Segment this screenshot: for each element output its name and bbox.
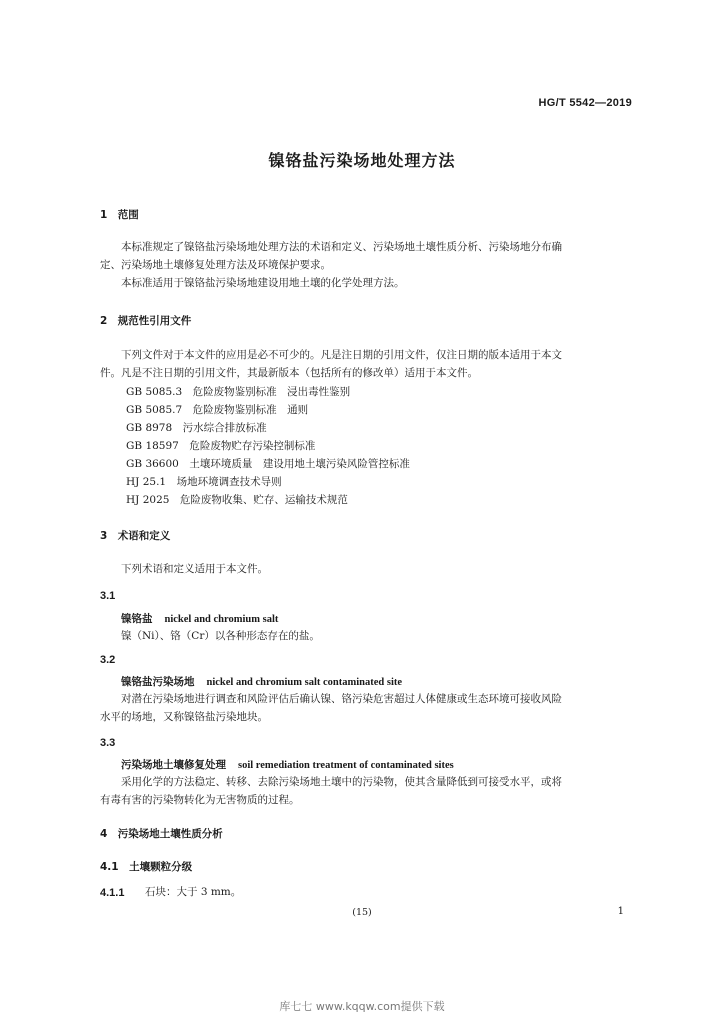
section-2-intro-line2: 件。凡是不注日期的引用文件，其最新版本（包括所有的修改单）适用于本文件。 <box>100 367 478 379</box>
section-1-heading: 1 范围 <box>100 209 139 221</box>
reference-item: GB 5085.7 危险废物鉴别标准 通则 <box>126 404 309 416</box>
standard-code: HG/T 5542—2019 <box>538 97 632 109</box>
term-definition-line1: 对潜在污染场地进行调查和风险评估后确认镍、铬污染危害超过人体健康或生态环境可接收风险 <box>121 693 562 705</box>
section-1-para1-line2: 定、污染场地土壤修复处理方法及环境保护要求。 <box>100 259 331 271</box>
footer-sequence: (15) <box>352 907 372 918</box>
term-title <box>121 757 454 772</box>
item-number: 4.1.1 <box>100 887 125 899</box>
reference-item: HJ 2025 危险废物收集、贮存、运输技术规范 <box>126 494 348 506</box>
item-text: 石块：大于 3 mm。 <box>145 886 242 898</box>
term-en: nickel and chromium salt contaminated site <box>206 677 403 688</box>
term-zh: 污染场地土壤修复处理 <box>121 759 226 771</box>
section-2-intro-line1: 下列文件对于本文件的应用是必不可少的。凡是注日期的引用文件，仅注日期的版本适用于本文 <box>121 349 562 361</box>
term-en: nickel and chromium salt <box>164 614 279 625</box>
term-title <box>121 611 278 626</box>
term-definition-line2: 水平的场地，又称镍铬盐污染地块。 <box>100 711 268 723</box>
term-definition-line1: 采用化学的方法稳定、转移、去除污染场地土壤中的污染物，使其含量降低到可接受水平，或将 <box>121 776 562 788</box>
term-number: 3.3 <box>100 737 116 749</box>
term-zh: 镍铬盐污染场地 <box>121 676 195 688</box>
term-number: 3.1 <box>100 590 116 602</box>
document-title: 镍铬盐污染场地处理方法 <box>268 151 456 170</box>
term-definition-line1: 镍（Ni）、铬（Cr）以各种形态存在的盐。 <box>121 630 320 642</box>
section-1-para1-line1: 本标准规定了镍铬盐污染场地处理方法的术语和定义、污染场地土壤性质分析、污染场地分布确 <box>121 241 562 253</box>
reference-item: GB 18597 危险废物贮存污染控制标准 <box>126 440 316 452</box>
term-number: 3.2 <box>100 654 116 666</box>
reference-item: HJ 25.1 场地环境调查技术导则 <box>126 476 282 488</box>
term-en: soil remediation treatment of contaminated sites <box>238 760 454 771</box>
page-number: 1 <box>617 906 624 917</box>
term-definition-line2: 有毒有害的污染物转化为无害物质的过程。 <box>100 794 300 806</box>
section-4-1-heading: 4.1 土壤颗粒分级 <box>100 861 193 873</box>
section-4-heading: 4 污染场地土壤性质分析 <box>100 828 223 840</box>
term-title <box>121 674 402 689</box>
reference-item: GB 8978 污水综合排放标准 <box>126 422 267 434</box>
section-2-heading: 2 规范性引用文件 <box>100 315 192 327</box>
section-1-para2: 本标准适用于镍铬盐污染场地建设用地土壤的化学处理方法。 <box>121 277 405 289</box>
section-3-intro: 下列术语和定义适用于本文件。 <box>121 563 268 575</box>
term-zh: 镍铬盐 <box>121 613 153 625</box>
watermark: 库七七 www.kqqw.com提供下载 <box>279 1000 445 1013</box>
reference-item: GB 5085.3 危险废物鉴别标准 浸出毒性鉴别 <box>126 386 351 398</box>
reference-item: GB 36600 土壤环境质量 建设用地土壤污染风险管控标准 <box>126 458 410 470</box>
section-3-heading: 3 术语和定义 <box>100 530 171 542</box>
